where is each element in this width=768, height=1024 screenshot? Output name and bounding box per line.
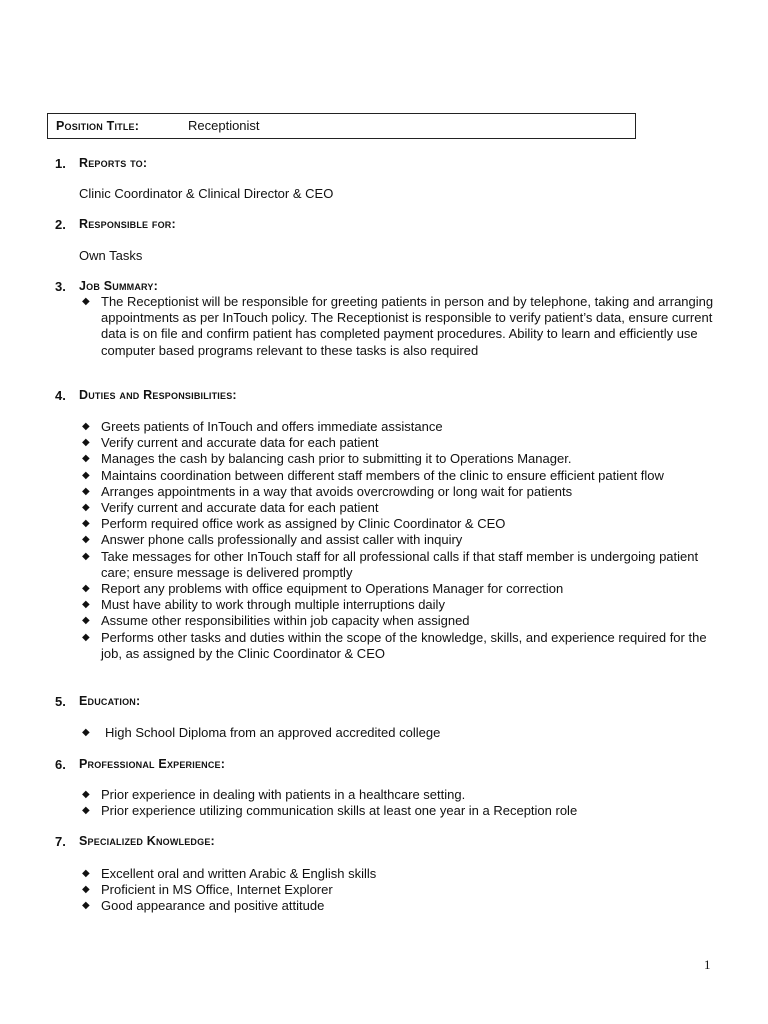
diamond-bullet-icon: ◆ [82, 884, 90, 896]
section-number: 7. [55, 834, 66, 849]
diamond-bullet-icon: ◆ [82, 518, 90, 530]
list-item [79, 630, 719, 662]
position-title-value: Receptionist [188, 118, 260, 133]
diamond-bullet-icon: ◆ [82, 631, 90, 643]
list-item [79, 516, 719, 532]
diamond-bullet-icon: ◆ [82, 485, 90, 497]
section-title: Education: [79, 694, 141, 708]
diamond-bullet-icon: ◆ [82, 421, 90, 432]
section-number: 3. [55, 279, 66, 294]
section-number: 2. [55, 217, 66, 232]
diamond-bullet-icon: ◆ [82, 868, 90, 879]
diamond-bullet-icon: ◆ [82, 550, 90, 562]
list-item-text: Must have ability to work through multiple interruptions daily [101, 597, 445, 613]
diamond-bullet-icon: ◆ [82, 599, 90, 611]
list-item-text: Prior experience utilizing communication skills at least one year in a Reception role [101, 803, 578, 819]
job-summary-list [79, 294, 719, 359]
list-item [79, 581, 719, 597]
professional-experience-list [79, 787, 719, 819]
list-item-text: Excellent oral and written Arabic & English skills [101, 866, 377, 881]
diamond-bullet-icon: ◆ [82, 727, 90, 738]
list-item-text: Arranges appointments in a way that avoids overcrowding or long wait for patients [101, 483, 573, 499]
list-item [79, 803, 719, 819]
list-item [79, 451, 719, 467]
list-item-text: Greets patients of InTouch and offers immediate assistance [101, 419, 443, 434]
list-item [79, 435, 719, 451]
section-number: 4. [55, 388, 66, 403]
list-item-text: The Receptionist will be responsible for greeting patients in person and by telephone, taking and arranging appointments as per InTouch policy. The Receptionist is responsible to verify patient’s data, ensure current data is on file and confirm patient has completed payment procedures. Ability to learn and efficiently use computer based programs relevant to these tasks is also required [101, 294, 714, 358]
section-number: 1. [55, 156, 66, 171]
diamond-bullet-icon: ◆ [82, 296, 90, 307]
education-list [79, 725, 719, 741]
section-number: 5. [55, 694, 66, 709]
list-item [79, 549, 719, 581]
section-text: Own Tasks [79, 248, 143, 263]
list-item-text: Verify current and accurate data for each patient [101, 500, 379, 516]
list-item [79, 597, 719, 613]
list-item [79, 898, 719, 914]
section-number: 6. [55, 757, 66, 772]
diamond-bullet-icon: ◆ [82, 583, 90, 595]
diamond-bullet-icon: ◆ [82, 900, 90, 912]
list-item [79, 725, 719, 741]
diamond-bullet-icon: ◆ [82, 615, 90, 627]
diamond-bullet-icon: ◆ [82, 502, 90, 514]
list-item-text: High School Diploma from an approved accredited college [105, 725, 441, 740]
position-title-box [47, 113, 636, 139]
list-item [79, 866, 719, 882]
position-title-label: Position Title: [56, 119, 140, 133]
list-item-text: Answer phone calls professionally and assist caller with inquiry [101, 532, 463, 548]
list-item [79, 294, 719, 359]
section-title: Job Summary: [79, 279, 158, 293]
duties-list [79, 419, 719, 662]
list-item [79, 532, 719, 548]
section-title: Responsible for: [79, 217, 176, 231]
list-item-text: Prior experience in dealing with patients in a healthcare setting. [101, 787, 466, 802]
list-item [79, 419, 719, 435]
diamond-bullet-icon: ◆ [82, 453, 90, 465]
diamond-bullet-icon: ◆ [82, 469, 90, 481]
section-text: Clinic Coordinator & Clinical Director & CEO [79, 186, 334, 201]
section-title: Specialized Knowledge: [79, 834, 215, 848]
section-title: Duties and Responsibilities: [79, 388, 237, 402]
list-item [79, 787, 719, 803]
list-item-text: Performs other tasks and duties within the scope of the knowledge, skills, and experience required for the job, as assigned by the Clinic Coordinator & CEO [101, 629, 707, 661]
list-item-text: Proficient in MS Office, Internet Explorer [101, 882, 333, 898]
list-item [79, 484, 719, 500]
section-title: Reports to: [79, 156, 148, 170]
page-number: 1 [704, 957, 711, 972]
list-item-text: Verify current and accurate data for each patient [101, 435, 379, 451]
list-item-text: Good appearance and positive attitude [101, 898, 325, 914]
list-item [79, 882, 719, 898]
section-title: Professional Experience: [79, 757, 226, 771]
list-item-text: Assume other responsibilities within job capacity when assigned [101, 613, 470, 629]
diamond-bullet-icon: ◆ [82, 789, 90, 800]
list-item [79, 500, 719, 516]
list-item-text: Manages the cash by balancing cash prior to submitting it to Operations Manager. [101, 451, 572, 467]
list-item [79, 468, 719, 484]
list-item [79, 613, 719, 629]
diamond-bullet-icon: ◆ [82, 805, 90, 817]
specialized-knowledge-list [79, 866, 719, 915]
diamond-bullet-icon: ◆ [82, 534, 90, 546]
list-item-text: Perform required office work as assigned by Clinic Coordinator & CEO [101, 516, 506, 532]
diamond-bullet-icon: ◆ [82, 437, 90, 449]
list-item-text: Report any problems with office equipment to Operations Manager for correction [101, 581, 564, 597]
list-item-text: Take messages for other InTouch staff for all professional calls if that staff member is undergoing patient care; ensure message is delivered promptly [101, 548, 699, 580]
list-item-text: Maintains coordination between different staff members of the clinic to ensure efficient patient flow [101, 467, 664, 483]
